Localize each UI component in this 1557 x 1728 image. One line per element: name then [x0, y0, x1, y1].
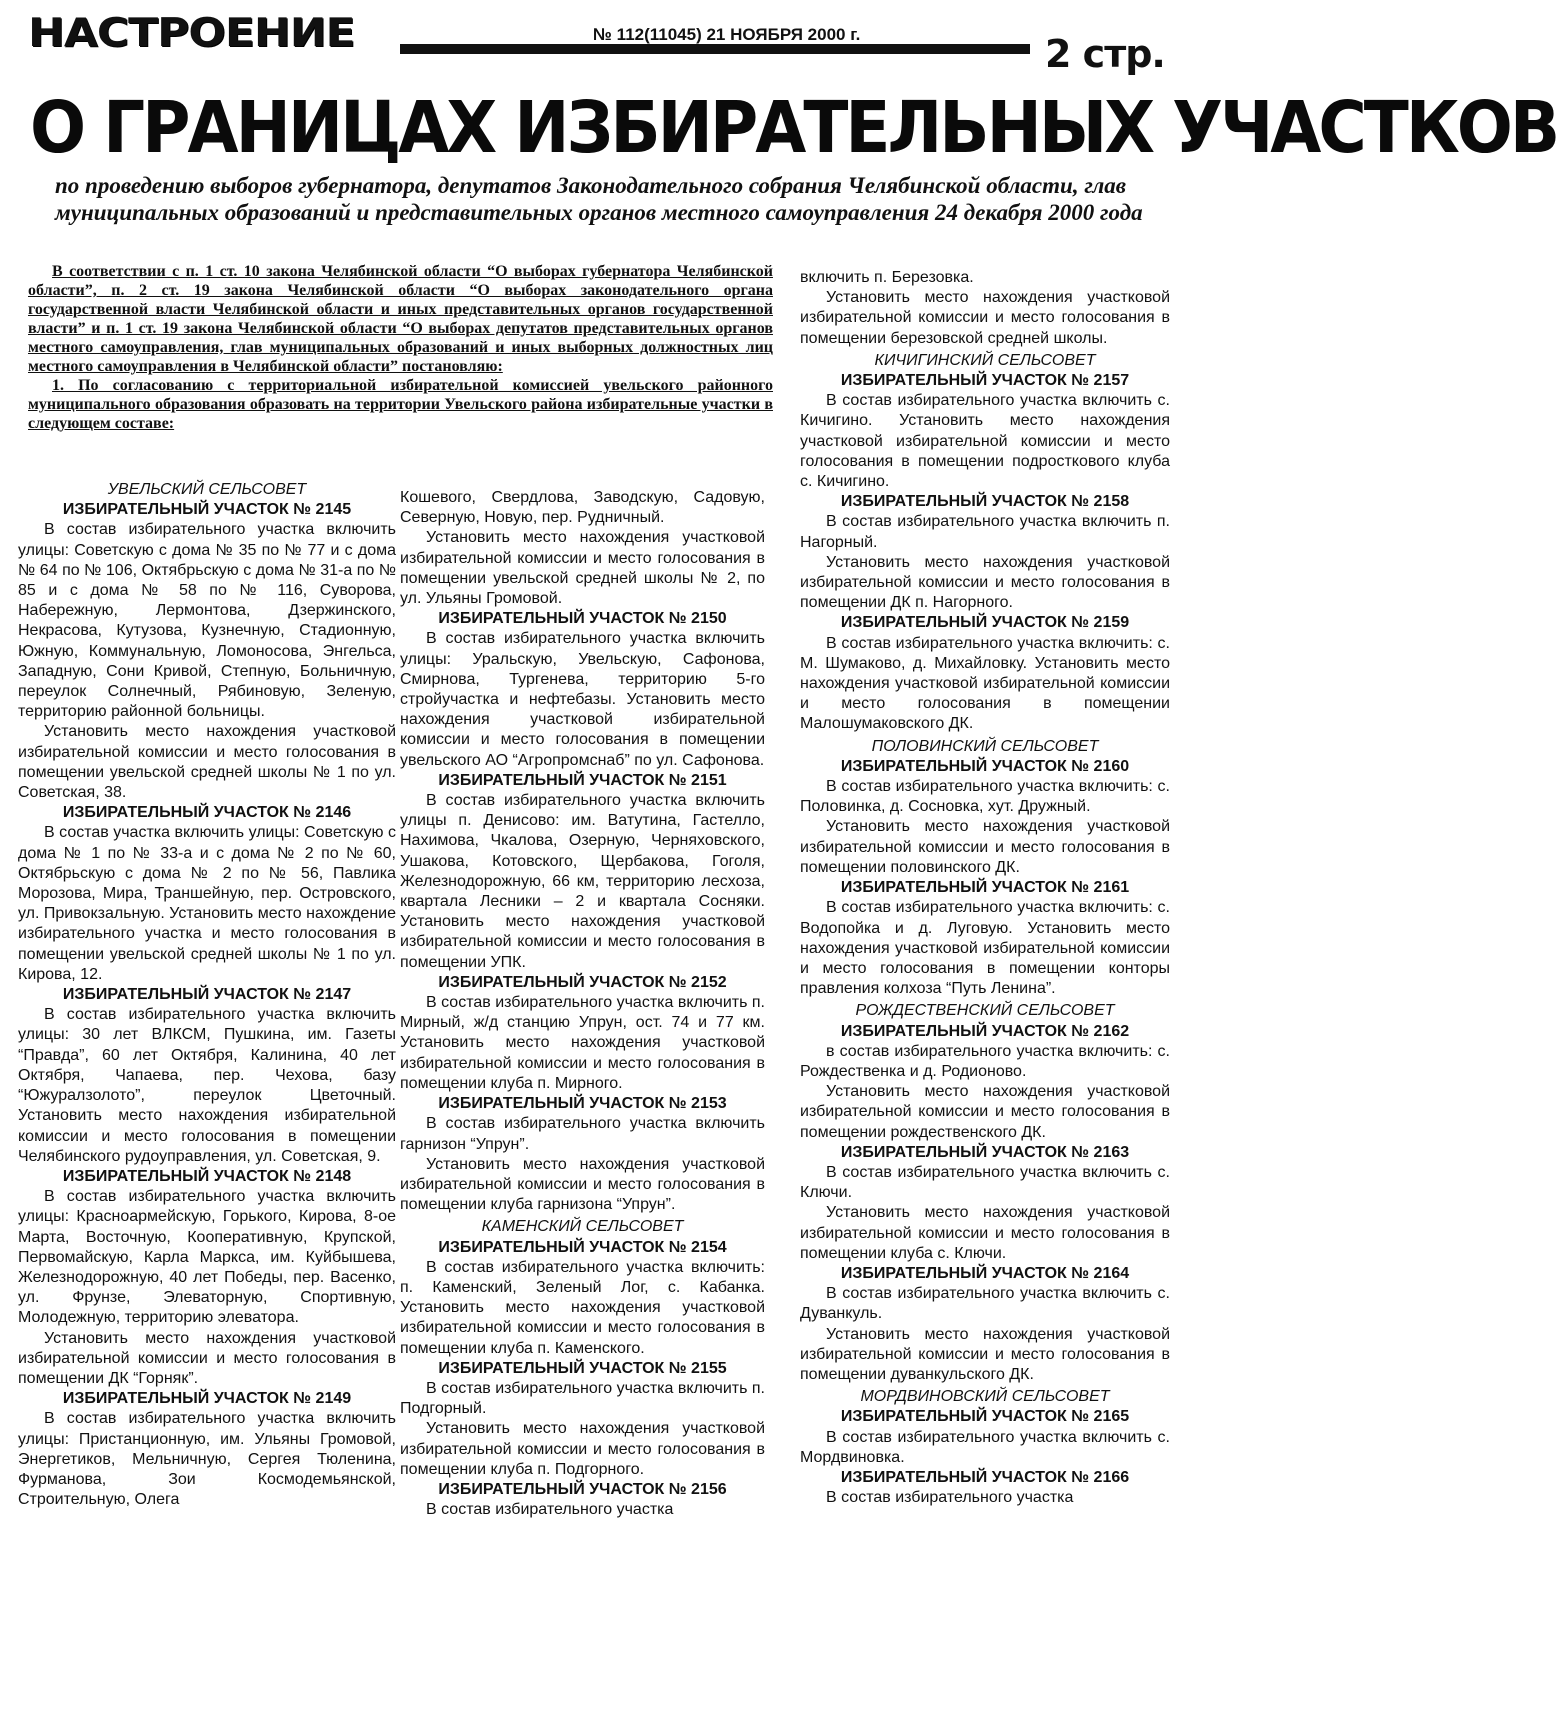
paragraph: В состав избирательного участка включить п. Подгорный.	[400, 1379, 765, 1418]
precinct-heading: ИЗБИРАТЕЛЬНЫЙ УЧАСТОК № 2156	[438, 1480, 727, 1498]
paragraph: В состав избирательного участка включить гарнизон “Упрун”.	[400, 1115, 765, 1153]
precinct-heading: ИЗБИРАТЕЛЬНЫЙ УЧАСТОК № 2145	[62, 501, 352, 519]
paragraph: В состав избирательного участка включить улицы: Пристанционную, им. Ульяны Громовой, Энергетиков, Мельничную, Сергея Тюленина, Фурманова, Зои Космодемьянской, Строительную, Олега	[18, 1410, 396, 1509]
masthead-rule	[400, 44, 1030, 54]
precinct-heading: ИЗБИРАТЕЛЬНЫЙ УЧАСТОК № 2162	[840, 1022, 1130, 1040]
paragraph: В состав избирательного участка включить с. Кичигино. Установить место нахождения участковой избирательной комиссии и место голосования в помещении подросткового клуба с. Кичигино.	[800, 392, 1170, 491]
precinct-heading: ИЗБИРАТЕЛЬНЫЙ УЧАСТОК № 2149	[62, 1390, 352, 1408]
precinct-heading: ИЗБИРАТЕЛЬНЫЙ УЧАСТОК № 2166	[840, 1468, 1130, 1486]
precinct-heading: ИЗБИРАТЕЛЬНЫЙ УЧАСТОК № 2151	[438, 771, 727, 789]
paragraph: В состав избирательного участка включить улицы: Уральскую, Увельскую, Сафонова, Смирнова, Тургенева, территорию 5-го стройучастка и нефтебазы. Установить место нахождения участковой избирательной комиссии и место голосования в помещении увельского АО “Агропромснаб” по ул. Сафонова.	[400, 630, 765, 769]
lead-paragraph: В соответствии с п. 1 ст. 10 закона Челябинской области “О выборах губернатора Челябинской области”, п. 2 ст. 19 закона Челябинской области “О выборах законодательного органа государственной власти Челябинской области и иных представительных органов государственной власти” и п. 1 ст. 19 закона Челябинской области “О выборах депутатов представительных органов местного самоуправления, глав муниципальных образований и иных выборных должностных лиц местного самоуправления в Челябинской области” постановляю:	[28, 263, 773, 375]
paragraph: В состав избирательного участка включить п. Мирный, ж/д станцию Упрун, ост. 74 и 77 км. Установить место нахождения участковой избирательной комиссии и место голосования в помещении клуба п. Мирного.	[400, 994, 765, 1092]
paragraph: В состав избирательного участка включить с. Мордвиновка.	[800, 1428, 1170, 1466]
paragraph: В состав участка включить улицы: Советскую с дома № 1 по № 33-а и с дома № 2 по № 60, Октябрьскую с дома № 2 по № 56, Павлика Морозова, Мира, Траншейную, пер. Островского, ул. Привокзальную. Установить место нахождение избирательного участка и место голосования в помещении увельской средней школы № 1 по ул. Кирова, 12.	[18, 824, 396, 983]
paragraph: В состав избирательного участка включить с. Дуванкуль.	[800, 1285, 1170, 1323]
precinct-heading: ИЗБИРАТЕЛЬНЫЙ УЧАСТОК № 2152	[438, 973, 727, 991]
precinct-heading: ИЗБИРАТЕЛЬНЫЙ УЧАСТОК № 2165	[840, 1408, 1130, 1426]
section-heading: МОРДВИНОВСКИЙ СЕЛЬСОВЕТ	[860, 1388, 1110, 1406]
paragraph: В состав избирательного участка включить: п. Каменский, Зеленый Лог, с. Кабанка. Установить место нахождения участковой избирательной комиссии и место голосования в помещении клуба п. Каменского.	[400, 1258, 765, 1357]
paragraph: Установить место нахождения участковой избирательной комиссии и место голосования в помещении клуба с. Ключи.	[800, 1204, 1170, 1262]
paragraph: Установить место нахождения участковой избирательной комиссии и место голосования в помещении увельской средней школы № 2, по ул. Ульяны Громовой.	[400, 529, 765, 608]
precinct-heading: ИЗБИРАТЕЛЬНЫЙ УЧАСТОК № 2148	[62, 1167, 352, 1185]
paragraph: В состав избирательного участка включить с. Ключи.	[800, 1163, 1170, 1202]
section-heading: ПОЛОВИНСКИЙ СЕЛЬСОВЕТ	[871, 737, 1099, 755]
section-heading: УВЕЛЬСКИЙ СЕЛЬСОВЕТ	[107, 481, 307, 498]
paragraph: В состав избирательного участка	[426, 1501, 674, 1519]
precinct-heading: ИЗБИРАТЕЛЬНЫЙ УЧАСТОК № 2147	[62, 986, 352, 1004]
section-heading: РОЖДЕСТВЕНСКИЙ СЕЛЬСОВЕТ	[855, 1002, 1115, 1020]
paragraph: Установить место нахождения участковой избирательной комиссии и место голосования в помещении ДК “Горняк”.	[18, 1329, 396, 1387]
precinct-heading: ИЗБИРАТЕЛЬНЫЙ УЧАСТОК № 2154	[438, 1238, 727, 1256]
paragraph: В состав избирательного участка включить улицы: 30 лет ВЛКСМ, Пушкина, им. Газеты “Правда”, 60 лет Октября, Калинина, 40 лет Октября, Чапаева, пер. Чехова, базу “Южуралзолото”, переулок Цветочный. Установить место нахождения избирательной комиссии и место голосования в помещении Челябинского рудоуправления, ул. Советская, 9.	[18, 1006, 396, 1165]
masthead: НАСТРОЕНИЕ	[28, 10, 355, 56]
precinct-heading: ИЗБИРАТЕЛЬНЫЙ УЧАСТОК № 2153	[438, 1095, 727, 1113]
paragraph: В состав избирательного участка	[826, 1489, 1074, 1507]
lead-paragraph: 1. По согласованию с территориальной избирательной комиссией увельского районного муниципального образования образовать на территории Увельского района избирательные участки в следующем составе:	[28, 377, 773, 432]
precinct-heading: ИЗБИРАТЕЛЬНЫЙ УЧАСТОК № 2157	[840, 372, 1130, 390]
page-number: 2 стр.	[1045, 32, 1165, 76]
paragraph: В состав избирательного участка включить улицы п. Денисово: им. Ватутина, Гастелло, Нахимова, Чкалова, Озерную, Черняховского, Ушакова, Котовского, Щербакова, Гоголя, Железнодорожную, 66 км, территорию лесхоза, квартала Лесники – 2 и квартала Сосняки. Установить место нахождения участковой избирательной комиссии и место голосования в помещении УПК.	[400, 792, 765, 971]
paragraph: В состав избирательного участка включить: с. Водопойка и д. Луговую. Установить место нахождения участковой избирательной комиссии и место голосования в помещении конторы правления колхоза “Путь Ленина”.	[800, 899, 1170, 998]
article-subtitle: по проведению выборов губернатора, депутатов Законодательного собрания Челябинской области, глав муниципальных образований и представительных органов местного самоуправления 24 декабря 2000 года	[55, 173, 1143, 225]
precinct-heading: ИЗБИРАТЕЛЬНЫЙ УЧАСТОК № 2159	[840, 614, 1130, 632]
precinct-heading: ИЗБИРАТЕЛЬНЫЙ УЧАСТОК № 2161	[840, 879, 1130, 897]
precinct-heading: ИЗБИРАТЕЛЬНЫЙ УЧАСТОК № 2163	[840, 1143, 1130, 1161]
section-heading: КИЧИГИНСКИЙ СЕЛЬСОВЕТ	[874, 351, 1096, 369]
precinct-heading: ИЗБИРАТЕЛЬНЫЙ УЧАСТОК № 2155	[438, 1359, 727, 1377]
section-heading: КАМЕНСКИЙ СЕЛЬСОВЕТ	[481, 1218, 684, 1236]
article-lead	[28, 262, 773, 433]
paragraph: Установить место нахождения участковой избирательной комиссии и место голосования в помещении клуба п. Подгорного.	[400, 1420, 765, 1478]
paragraph: Кошевого, Свердлова, Заводскую, Садовую, Северную, Новую, пер. Рудничный.	[400, 489, 765, 527]
column-1	[18, 478, 396, 1510]
article-title: О ГРАНИЦАХ ИЗБИРАТЕЛЬНЫХ УЧАСТКОВ	[30, 86, 1557, 170]
paragraph: Установить место нахождения участковой избирательной комиссии и место голосования в помещении клуба гарнизона “Упрун”.	[400, 1155, 765, 1214]
precinct-heading: ИЗБИРАТЕЛЬНЫЙ УЧАСТОК № 2164	[840, 1264, 1130, 1282]
precinct-heading: ИЗБИРАТЕЛЬНЫЙ УЧАСТОК № 2158	[840, 493, 1130, 511]
column-2	[400, 488, 765, 1520]
paragraph: Установить место нахождения участковой избирательной комиссии и место голосования в помещении увельской средней школы № 1 по ул. Советская, 38.	[18, 723, 396, 802]
paragraph: В состав избирательного участка включить улицы: Красноармейскую, Горького, Кирова, 8-ое Марта, Восточную, Кооперативную, Крупской, Первомайскую, Карла Маркса, им. Куйбышева, Железнодорожную, 40 лет Победы, пер. Васенко, ул. Фрунзе, Элеваторную, Спортивную, Молодежную, территорию элеватора.	[18, 1188, 396, 1327]
paragraph: Установить место нахождения участковой избирательной комиссии и место голосования в помещении дуванкульского ДК.	[800, 1325, 1170, 1383]
paragraph: В состав избирательного участка включить улицы: Советскую с дома № 35 по № 77 и с дома № 64 по № 106, Октябрьскую с дома № 31-а по № 85 и с дома № 58 по № 116, Суворова, Набережную, Лермонтова, Дзержинского, Некрасова, Кутузова, Кузнечную, Стадионную, Южную, Коммунальную, Ломоносова, Энгельса, Западную, Сони Кривой, Степную, Больничную, переулок Солнечный, Рябиновую, Зеленую, территорию районной больницы.	[18, 521, 396, 721]
column-3	[800, 268, 1170, 1508]
paragraph: Установить место нахождения участковой избирательной комиссии и место голосования в помещении половинского ДК.	[800, 818, 1170, 876]
precinct-heading: ИЗБИРАТЕЛЬНЫЙ УЧАСТОК № 2150	[438, 610, 727, 628]
paragraph: включить п. Березовка.	[800, 269, 974, 286]
paragraph: в состав избирательного участка включить: с. Рождественка и д. Родионово.	[800, 1042, 1170, 1080]
paragraph: Установить место нахождения участковой избирательной комиссии и место голосования в помещении березовской средней школы.	[800, 289, 1170, 347]
precinct-heading: ИЗБИРАТЕЛЬНЫЙ УЧАСТОК № 2160	[840, 757, 1130, 775]
paragraph: Установить место нахождения участковой избирательной комиссии и место голосования в помещении рождественского ДК.	[800, 1083, 1170, 1141]
paragraph: Установить место нахождения участковой избирательной комиссии и место голосования в помещении ДК п. Нагорного.	[800, 553, 1170, 612]
paragraph: В состав избирательного участка включить п. Нагорный.	[800, 513, 1170, 551]
precinct-heading: ИЗБИРАТЕЛЬНЫЙ УЧАСТОК № 2146	[62, 804, 352, 822]
paragraph: В состав избирательного участка включить: с. М. Шумаково, д. Михайловку. Установить место нахождения участковой избирательной комиссии и место голосования в помещении Малошумаковского ДК.	[800, 634, 1170, 733]
issue-line: № 112(11045) 21 НОЯБРЯ 2000 г.	[593, 25, 861, 44]
paragraph: В состав избирательного участка включить: с. Половинка, д. Сосновка, хут. Дружный.	[800, 778, 1170, 816]
